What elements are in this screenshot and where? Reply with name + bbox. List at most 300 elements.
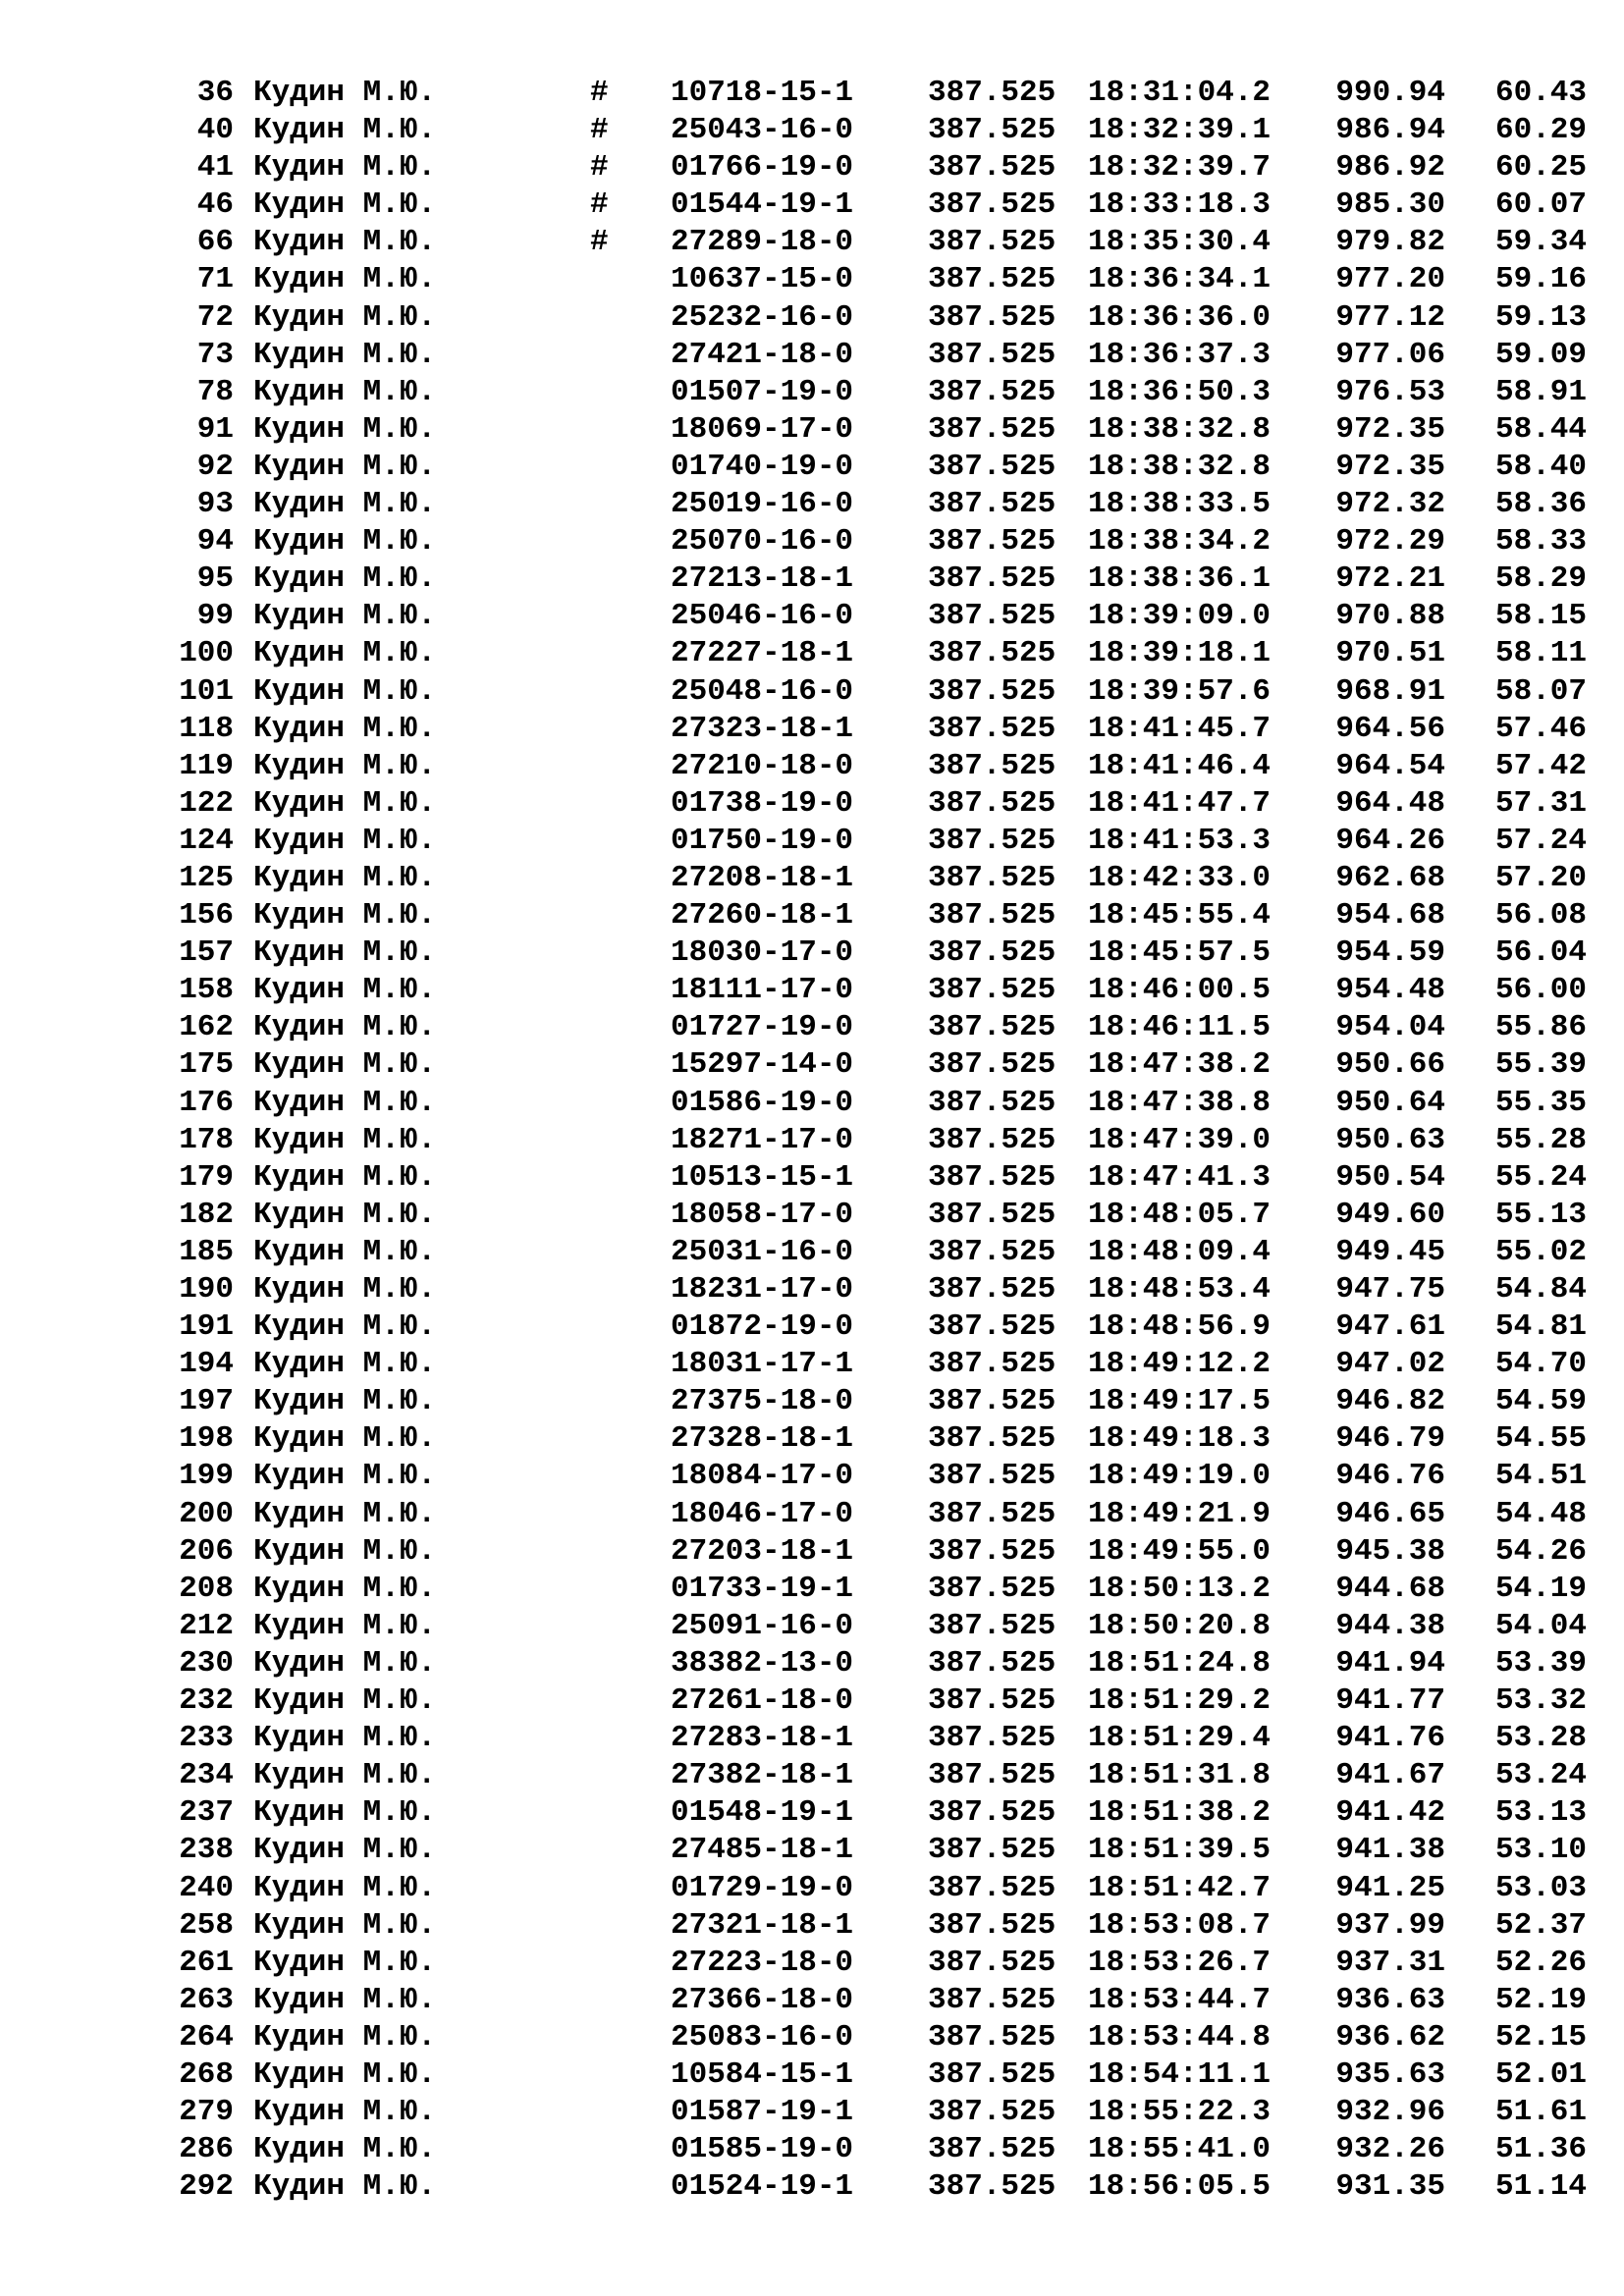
arrival-time-cell: 18:53:26.7 xyxy=(1088,1945,1272,1980)
fancier-name-cell: Кудин М.Ю. xyxy=(253,187,437,223)
place-cell: 36 xyxy=(196,76,234,110)
speed-cell: 949.45 xyxy=(1335,1234,1445,1269)
points-cell: 57.31 xyxy=(1494,785,1587,821)
arrival-time-cell: 18:46:11.5 xyxy=(1088,1010,1272,1045)
fancier-name-cell: Кудин М.Ю. xyxy=(253,411,437,447)
points-cell: 60.29 xyxy=(1494,113,1587,148)
fancier-name-cell: Кудин М.Ю. xyxy=(253,487,437,522)
points-cell: 55.35 xyxy=(1494,1085,1587,1120)
speed-cell: 947.61 xyxy=(1335,1309,1445,1345)
points-cell: 53.39 xyxy=(1494,1645,1587,1681)
points-cell: 58.40 xyxy=(1494,449,1587,484)
fancier-name-cell: Кудин М.Ю. xyxy=(253,1721,437,1756)
speed-cell: 949.60 xyxy=(1335,1197,1445,1232)
arrival-time-cell: 18:36:34.1 xyxy=(1088,262,1272,297)
ring-number-cell: 27261-18-0 xyxy=(671,1683,854,1719)
distance-cell: 387.525 xyxy=(928,337,1056,372)
result-row xyxy=(0,748,1624,785)
distance-cell: 387.525 xyxy=(928,935,1056,971)
result-row xyxy=(0,1496,1624,1533)
arrival-time-cell: 18:51:38.2 xyxy=(1088,1795,1272,1831)
ring-number-cell: 18030-17-0 xyxy=(671,935,854,971)
result-row xyxy=(0,337,1624,374)
fancier-name-cell: Кудин М.Ю. xyxy=(253,1085,437,1120)
arrival-time-cell: 18:35:30.4 xyxy=(1088,225,1272,260)
arrival-time-cell: 18:38:34.2 xyxy=(1088,524,1272,560)
fancier-name-cell: Кудин М.Ю. xyxy=(253,1645,437,1681)
distance-cell: 387.525 xyxy=(928,2056,1056,2092)
ring-number-cell: 27283-18-1 xyxy=(671,1721,854,1756)
place-cell: 199 xyxy=(179,1459,234,1494)
arrival-time-cell: 18:32:39.7 xyxy=(1088,150,1272,186)
place-cell: 92 xyxy=(196,449,234,484)
fancier-name-cell: Кудин М.Ю. xyxy=(253,2095,437,2130)
place-cell: 179 xyxy=(179,1159,234,1195)
fancier-name-cell: Кудин М.Ю. xyxy=(253,785,437,821)
points-cell: 51.61 xyxy=(1494,2095,1587,2130)
place-cell: 194 xyxy=(179,1347,234,1382)
speed-cell: 946.76 xyxy=(1335,1459,1445,1494)
distance-cell: 387.525 xyxy=(928,898,1056,934)
result-row xyxy=(0,1571,1624,1608)
fancier-name-cell: Кудин М.Ю. xyxy=(253,823,437,858)
place-cell: 41 xyxy=(196,150,234,186)
arrival-time-cell: 18:48:09.4 xyxy=(1088,1234,1272,1269)
mark-cell: # xyxy=(590,76,609,110)
result-row xyxy=(0,1682,1624,1720)
distance-cell: 387.525 xyxy=(928,1645,1056,1681)
place-cell: 100 xyxy=(179,636,234,671)
ring-number-cell: 18031-17-1 xyxy=(671,1347,854,1382)
speed-cell: 936.63 xyxy=(1335,1982,1445,2017)
distance-cell: 387.525 xyxy=(928,1309,1056,1345)
place-cell: 178 xyxy=(179,1122,234,1157)
speed-cell: 972.35 xyxy=(1335,449,1445,484)
ring-number-cell: 27213-18-1 xyxy=(671,561,854,597)
arrival-time-cell: 18:51:29.4 xyxy=(1088,1721,1272,1756)
fancier-name-cell: Кудин М.Ю. xyxy=(253,1010,437,1045)
speed-cell: 990.94 xyxy=(1335,76,1445,110)
result-row xyxy=(0,299,1624,337)
distance-cell: 387.525 xyxy=(928,1347,1056,1382)
fancier-name-cell: Кудин М.Ю. xyxy=(253,1533,437,1569)
mark-cell: # xyxy=(590,113,609,148)
mark-cell: # xyxy=(590,150,609,186)
place-cell: 292 xyxy=(179,2169,234,2205)
fancier-name-cell: Кудин М.Ю. xyxy=(253,1833,437,1868)
distance-cell: 387.525 xyxy=(928,1421,1056,1457)
points-cell: 52.37 xyxy=(1494,1907,1587,1943)
distance-cell: 387.525 xyxy=(928,1683,1056,1719)
place-cell: 94 xyxy=(196,524,234,560)
arrival-time-cell: 18:38:36.1 xyxy=(1088,561,1272,597)
place-cell: 46 xyxy=(196,187,234,223)
points-cell: 59.13 xyxy=(1494,299,1587,335)
speed-cell: 972.21 xyxy=(1335,561,1445,597)
place-cell: 158 xyxy=(179,973,234,1008)
ring-number-cell: 18084-17-0 xyxy=(671,1459,854,1494)
points-cell: 56.04 xyxy=(1494,935,1587,971)
distance-cell: 387.525 xyxy=(928,1721,1056,1756)
fancier-name-cell: Кудин М.Ю. xyxy=(253,150,437,186)
speed-cell: 950.66 xyxy=(1335,1047,1445,1083)
ring-number-cell: 27421-18-0 xyxy=(671,337,854,372)
results-list xyxy=(0,75,1624,2206)
arrival-time-cell: 18:53:08.7 xyxy=(1088,1907,1272,1943)
points-cell: 58.15 xyxy=(1494,599,1587,634)
place-cell: 279 xyxy=(179,2095,234,2130)
place-cell: 233 xyxy=(179,1721,234,1756)
ring-number-cell: 01544-19-1 xyxy=(671,187,854,223)
place-cell: 91 xyxy=(196,411,234,447)
place-cell: 197 xyxy=(179,1384,234,1419)
result-row xyxy=(0,1197,1624,1234)
place-cell: 118 xyxy=(179,711,234,746)
ring-number-cell: 01507-19-0 xyxy=(671,374,854,409)
distance-cell: 387.525 xyxy=(928,1608,1056,1643)
distance-cell: 387.525 xyxy=(928,1833,1056,1868)
arrival-time-cell: 18:31:04.2 xyxy=(1088,76,1272,110)
fancier-name-cell: Кудин М.Ю. xyxy=(253,1795,437,1831)
fancier-name-cell: Кудин М.Ю. xyxy=(253,1047,437,1083)
speed-cell: 936.62 xyxy=(1335,2019,1445,2055)
points-cell: 54.04 xyxy=(1494,1608,1587,1643)
ring-number-cell: 27203-18-1 xyxy=(671,1533,854,1569)
ring-number-cell: 25070-16-0 xyxy=(671,524,854,560)
distance-cell: 387.525 xyxy=(928,411,1056,447)
distance-cell: 387.525 xyxy=(928,1870,1056,1905)
ring-number-cell: 10637-15-0 xyxy=(671,262,854,297)
fancier-name-cell: Кудин М.Ю. xyxy=(253,1347,437,1382)
result-row xyxy=(0,1420,1624,1458)
arrival-time-cell: 18:47:39.0 xyxy=(1088,1122,1272,1157)
speed-cell: 941.76 xyxy=(1335,1721,1445,1756)
fancier-name-cell: Кудин М.Ю. xyxy=(253,1758,437,1793)
points-cell: 56.08 xyxy=(1494,898,1587,934)
points-cell: 53.24 xyxy=(1494,1758,1587,1793)
speed-cell: 972.29 xyxy=(1335,524,1445,560)
arrival-time-cell: 18:36:50.3 xyxy=(1088,374,1272,409)
distance-cell: 387.525 xyxy=(928,1758,1056,1793)
place-cell: 93 xyxy=(196,487,234,522)
fancier-name-cell: Кудин М.Ю. xyxy=(253,898,437,934)
speed-cell: 941.77 xyxy=(1335,1683,1445,1719)
result-row xyxy=(0,1346,1624,1383)
ring-number-cell: 01729-19-0 xyxy=(671,1870,854,1905)
place-cell: 208 xyxy=(179,1571,234,1606)
result-row xyxy=(0,1122,1624,1159)
points-cell: 54.59 xyxy=(1494,1384,1587,1419)
place-cell: 162 xyxy=(179,1010,234,1045)
place-cell: 40 xyxy=(196,113,234,148)
speed-cell: 985.30 xyxy=(1335,187,1445,223)
points-cell: 52.19 xyxy=(1494,1982,1587,2017)
speed-cell: 947.02 xyxy=(1335,1347,1445,1382)
arrival-time-cell: 18:51:42.7 xyxy=(1088,1870,1272,1905)
points-cell: 59.09 xyxy=(1494,337,1587,372)
result-row xyxy=(0,2019,1624,2056)
place-cell: 73 xyxy=(196,337,234,372)
ring-number-cell: 10584-15-1 xyxy=(671,2056,854,2092)
place-cell: 175 xyxy=(179,1047,234,1083)
arrival-time-cell: 18:55:22.3 xyxy=(1088,2095,1272,2130)
distance-cell: 387.525 xyxy=(928,2019,1056,2055)
speed-cell: 931.35 xyxy=(1335,2169,1445,2205)
result-row xyxy=(0,2168,1624,2206)
arrival-time-cell: 18:39:18.1 xyxy=(1088,636,1272,671)
points-cell: 54.81 xyxy=(1494,1309,1587,1345)
place-cell: 66 xyxy=(196,225,234,260)
points-cell: 51.36 xyxy=(1494,2132,1587,2167)
points-cell: 53.03 xyxy=(1494,1870,1587,1905)
arrival-time-cell: 18:45:55.4 xyxy=(1088,898,1272,934)
fancier-name-cell: Кудин М.Ю. xyxy=(253,1870,437,1905)
points-cell: 55.28 xyxy=(1494,1122,1587,1157)
points-cell: 57.42 xyxy=(1494,748,1587,783)
fancier-name-cell: Кудин М.Ю. xyxy=(253,524,437,560)
ring-number-cell: 25083-16-0 xyxy=(671,2019,854,2055)
ring-number-cell: 01733-19-1 xyxy=(671,1571,854,1606)
speed-cell: 976.53 xyxy=(1335,374,1445,409)
result-row xyxy=(0,1159,1624,1197)
arrival-time-cell: 18:49:21.9 xyxy=(1088,1496,1272,1531)
distance-cell: 387.525 xyxy=(928,150,1056,186)
speed-cell: 972.35 xyxy=(1335,411,1445,447)
fancier-name-cell: Кудин М.Ю. xyxy=(253,374,437,409)
arrival-time-cell: 18:38:33.5 xyxy=(1088,487,1272,522)
distance-cell: 387.525 xyxy=(928,599,1056,634)
points-cell: 53.10 xyxy=(1494,1833,1587,1868)
fancier-name-cell: Кудин М.Ю. xyxy=(253,1496,437,1531)
fancier-name-cell: Кудин М.Ю. xyxy=(253,1683,437,1719)
result-row xyxy=(0,711,1624,748)
speed-cell: 979.82 xyxy=(1335,225,1445,260)
points-cell: 57.24 xyxy=(1494,823,1587,858)
distance-cell: 387.525 xyxy=(928,2132,1056,2167)
points-cell: 58.11 xyxy=(1494,636,1587,671)
arrival-time-cell: 18:41:53.3 xyxy=(1088,823,1272,858)
result-row xyxy=(0,2131,1624,2168)
ring-number-cell: 01585-19-0 xyxy=(671,2132,854,2167)
ring-number-cell: 27328-18-1 xyxy=(671,1421,854,1457)
distance-cell: 387.525 xyxy=(928,1907,1056,1943)
mark-cell: # xyxy=(590,225,609,260)
fancier-name-cell: Кудин М.Ю. xyxy=(253,113,437,148)
speed-cell: 941.94 xyxy=(1335,1645,1445,1681)
place-cell: 263 xyxy=(179,1982,234,2017)
place-cell: 182 xyxy=(179,1197,234,1232)
result-row xyxy=(0,972,1624,1009)
place-cell: 234 xyxy=(179,1758,234,1793)
points-cell: 59.16 xyxy=(1494,262,1587,297)
fancier-name-cell: Кудин М.Ю. xyxy=(253,2169,437,2205)
distance-cell: 387.525 xyxy=(928,1272,1056,1307)
place-cell: 286 xyxy=(179,2132,234,2167)
result-row xyxy=(0,187,1624,224)
arrival-time-cell: 18:33:18.3 xyxy=(1088,187,1272,223)
distance-cell: 387.525 xyxy=(928,1047,1056,1083)
fancier-name-cell: Кудин М.Ю. xyxy=(253,1384,437,1419)
place-cell: 95 xyxy=(196,561,234,597)
speed-cell: 941.25 xyxy=(1335,1870,1445,1905)
result-row xyxy=(0,1085,1624,1122)
points-cell: 55.13 xyxy=(1494,1197,1587,1232)
distance-cell: 387.525 xyxy=(928,2095,1056,2130)
points-cell: 58.33 xyxy=(1494,524,1587,560)
result-row xyxy=(0,1608,1624,1645)
place-cell: 78 xyxy=(196,374,234,409)
points-cell: 52.26 xyxy=(1494,1945,1587,1980)
speed-cell: 935.63 xyxy=(1335,2056,1445,2092)
arrival-time-cell: 18:47:38.8 xyxy=(1088,1085,1272,1120)
fancier-name-cell: Кудин М.Ю. xyxy=(253,299,437,335)
place-cell: 71 xyxy=(196,262,234,297)
points-cell: 55.86 xyxy=(1494,1010,1587,1045)
result-row xyxy=(0,112,1624,149)
distance-cell: 387.525 xyxy=(928,225,1056,260)
place-cell: 122 xyxy=(179,785,234,821)
result-row xyxy=(0,486,1624,523)
arrival-time-cell: 18:49:17.5 xyxy=(1088,1384,1272,1419)
points-cell: 55.24 xyxy=(1494,1159,1587,1195)
fancier-name-cell: Кудин М.Ю. xyxy=(253,748,437,783)
distance-cell: 387.525 xyxy=(928,785,1056,821)
ring-number-cell: 01872-19-0 xyxy=(671,1309,854,1345)
fancier-name-cell: Кудин М.Ю. xyxy=(253,449,437,484)
ring-number-cell: 27227-18-1 xyxy=(671,636,854,671)
arrival-time-cell: 18:50:20.8 xyxy=(1088,1608,1272,1643)
place-cell: 157 xyxy=(179,935,234,971)
result-row xyxy=(0,823,1624,860)
speed-cell: 970.88 xyxy=(1335,599,1445,634)
speed-cell: 944.68 xyxy=(1335,1571,1445,1606)
points-cell: 54.84 xyxy=(1494,1272,1587,1307)
ring-number-cell: 25046-16-0 xyxy=(671,599,854,634)
arrival-time-cell: 18:41:47.7 xyxy=(1088,785,1272,821)
ring-number-cell: 27323-18-1 xyxy=(671,711,854,746)
ring-number-cell: 10718-15-1 xyxy=(671,76,854,110)
arrival-time-cell: 18:38:32.8 xyxy=(1088,411,1272,447)
fancier-name-cell: Кудин М.Ю. xyxy=(253,1234,437,1269)
ring-number-cell: 01548-19-1 xyxy=(671,1795,854,1831)
fancier-name-cell: Кудин М.Ю. xyxy=(253,935,437,971)
result-row xyxy=(0,598,1624,635)
points-cell: 53.28 xyxy=(1494,1721,1587,1756)
speed-cell: 946.79 xyxy=(1335,1421,1445,1457)
place-cell: 206 xyxy=(179,1533,234,1569)
speed-cell: 941.42 xyxy=(1335,1795,1445,1831)
ring-number-cell: 27485-18-1 xyxy=(671,1833,854,1868)
points-cell: 51.14 xyxy=(1494,2169,1587,2205)
distance-cell: 387.525 xyxy=(928,449,1056,484)
distance-cell: 387.525 xyxy=(928,748,1056,783)
speed-cell: 950.64 xyxy=(1335,1085,1445,1120)
fancier-name-cell: Кудин М.Ю. xyxy=(253,1608,437,1643)
speed-cell: 977.06 xyxy=(1335,337,1445,372)
points-cell: 57.46 xyxy=(1494,711,1587,746)
result-row xyxy=(0,149,1624,187)
result-row xyxy=(0,261,1624,298)
result-row xyxy=(0,635,1624,672)
fancier-name-cell: Кудин М.Ю. xyxy=(253,1122,437,1157)
distance-cell: 387.525 xyxy=(928,823,1056,858)
speed-cell: 977.20 xyxy=(1335,262,1445,297)
result-row xyxy=(0,785,1624,823)
speed-cell: 937.99 xyxy=(1335,1907,1445,1943)
speed-cell: 954.48 xyxy=(1335,973,1445,1008)
points-cell: 58.36 xyxy=(1494,487,1587,522)
distance-cell: 387.525 xyxy=(928,113,1056,148)
fancier-name-cell: Кудин М.Ю. xyxy=(253,1907,437,1943)
result-row xyxy=(0,75,1624,112)
result-row xyxy=(0,1757,1624,1794)
fancier-name-cell: Кудин М.Ю. xyxy=(253,973,437,1008)
place-cell: 258 xyxy=(179,1907,234,1943)
arrival-time-cell: 18:36:36.0 xyxy=(1088,299,1272,335)
arrival-time-cell: 18:56:05.5 xyxy=(1088,2169,1272,2205)
result-row xyxy=(0,1271,1624,1308)
speed-cell: 954.59 xyxy=(1335,935,1445,971)
ring-number-cell: 01586-19-0 xyxy=(671,1085,854,1120)
distance-cell: 387.525 xyxy=(928,636,1056,671)
ring-number-cell: 18046-17-0 xyxy=(671,1496,854,1531)
result-row xyxy=(0,1720,1624,1757)
fancier-name-cell: Кудин М.Ю. xyxy=(253,2056,437,2092)
distance-cell: 387.525 xyxy=(928,2169,1056,2205)
ring-number-cell: 25048-16-0 xyxy=(671,673,854,709)
place-cell: 198 xyxy=(179,1421,234,1457)
result-row xyxy=(0,1046,1624,1084)
arrival-time-cell: 18:42:33.0 xyxy=(1088,860,1272,895)
arrival-time-cell: 18:54:11.1 xyxy=(1088,2056,1272,2092)
fancier-name-cell: Кудин М.Ю. xyxy=(253,1309,437,1345)
ring-number-cell: 38382-13-0 xyxy=(671,1645,854,1681)
fancier-name-cell: Кудин М.Ю. xyxy=(253,2132,437,2167)
ring-number-cell: 01524-19-1 xyxy=(671,2169,854,2205)
result-row xyxy=(0,1645,1624,1682)
points-cell: 60.07 xyxy=(1494,187,1587,223)
points-cell: 55.02 xyxy=(1494,1234,1587,1269)
ring-number-cell: 01750-19-0 xyxy=(671,823,854,858)
place-cell: 101 xyxy=(179,673,234,709)
speed-cell: 962.68 xyxy=(1335,860,1445,895)
distance-cell: 387.525 xyxy=(928,1982,1056,2017)
fancier-name-cell: Кудин М.Ю. xyxy=(253,225,437,260)
result-row xyxy=(0,1832,1624,1869)
speed-cell: 950.54 xyxy=(1335,1159,1445,1195)
place-cell: 125 xyxy=(179,860,234,895)
speed-cell: 937.31 xyxy=(1335,1945,1445,1980)
distance-cell: 387.525 xyxy=(928,1459,1056,1494)
speed-cell: 954.68 xyxy=(1335,898,1445,934)
arrival-time-cell: 18:48:56.9 xyxy=(1088,1309,1272,1345)
fancier-name-cell: Кудин М.Ю. xyxy=(253,711,437,746)
arrival-time-cell: 18:49:55.0 xyxy=(1088,1533,1272,1569)
place-cell: 212 xyxy=(179,1608,234,1643)
points-cell: 58.07 xyxy=(1494,673,1587,709)
distance-cell: 387.525 xyxy=(928,561,1056,597)
speed-cell: 964.26 xyxy=(1335,823,1445,858)
result-row xyxy=(0,1458,1624,1495)
distance-cell: 387.525 xyxy=(928,76,1056,110)
fancier-name-cell: Кудин М.Ю. xyxy=(253,337,437,372)
place-cell: 268 xyxy=(179,2056,234,2092)
ring-number-cell: 01727-19-0 xyxy=(671,1010,854,1045)
distance-cell: 387.525 xyxy=(928,673,1056,709)
distance-cell: 387.525 xyxy=(928,1122,1056,1157)
speed-cell: 972.32 xyxy=(1335,487,1445,522)
result-row xyxy=(0,1907,1624,1945)
